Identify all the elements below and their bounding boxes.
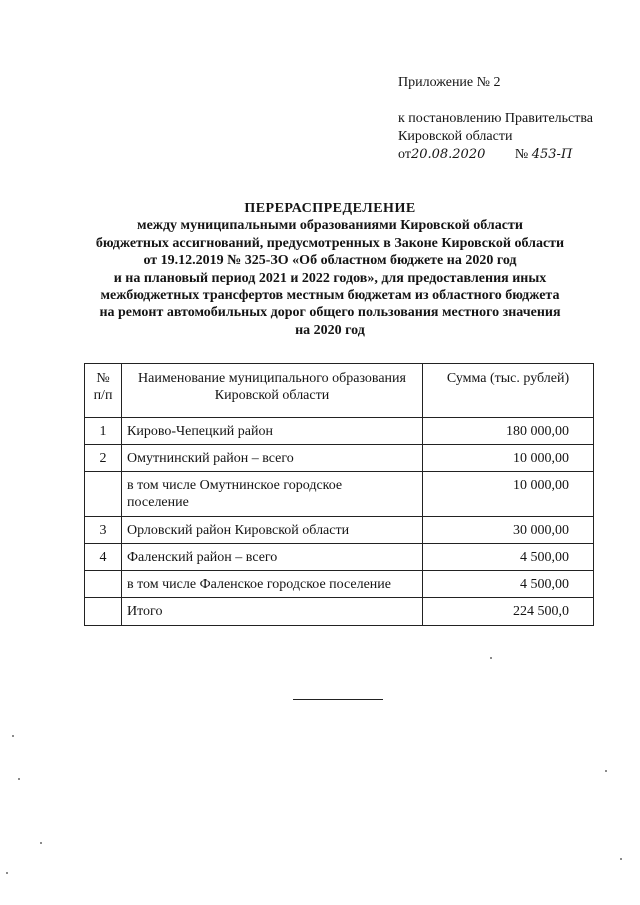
distribution-table [84,363,594,626]
row-num [85,571,122,598]
table-row [85,571,594,598]
signature-separator-line [293,699,383,700]
row-sum: 180 000,00 [423,418,594,445]
title-line: межбюджетных трансфертов местным бюджетам из областного бюджета [100,288,560,304]
row-name: Омутнинский район – всего [122,445,423,472]
row-name: в том числе Фаленское городское поселение [122,571,423,598]
document-title [70,200,590,339]
row-num: 4 [85,544,122,571]
row-sum: 10 000,00 [423,445,594,472]
date-prefix: от [398,147,411,162]
header-num-line2: п/п [93,388,113,403]
scan-speck [18,778,20,780]
handwritten-number: 453-П [531,147,573,162]
header-num [85,364,122,418]
row-name: Итого [122,598,423,626]
scan-speck [40,842,42,844]
handwritten-date: 20.08.2020 [410,147,486,162]
row-sum: 224 500,0 [423,598,594,626]
table-row [85,517,594,544]
row-num: 3 [85,517,122,544]
row-sum: 4 500,00 [423,544,594,571]
row-num [85,598,122,626]
title-line: бюджетных ассигнований, предусмотренных в Законе Кировской области [95,235,565,251]
appendix-header [398,74,593,164]
row-num: 1 [85,418,122,445]
header-sum [423,364,594,418]
row-num [85,472,122,517]
row-name-line2: поселение [127,495,189,510]
row-sum: 10 000,00 [423,472,594,517]
scan-speck [620,858,622,860]
table-row [85,445,594,472]
row-sum: 30 000,00 [423,517,594,544]
scan-speck [6,872,8,874]
row-num: 2 [85,445,122,472]
decree-line-2: Кировской области [398,129,513,144]
table-row [85,472,594,517]
table-header-row [85,364,594,418]
title-main: ПЕРЕРАСПРЕДЕЛЕНИЕ [244,201,416,216]
decree-line-1: к постановлению Правительства [398,111,594,126]
header-sum-text: Сумма (тыс. рублей) [446,371,570,386]
table-row [85,544,594,571]
header-num-line1: № [96,371,110,386]
decree-date-line [398,146,593,164]
row-sum: 4 500,00 [423,571,594,598]
row-name: Фаленский район – всего [122,544,423,571]
table-row [85,418,594,445]
header-name-line2: Кировской области [214,388,330,403]
appendix-number: Приложение № 2 [398,75,501,90]
title-line: от 19.12.2019 № 325-ЗО «Об областном бюджете на 2020 год [143,253,517,269]
number-prefix: № [514,147,529,162]
row-name [122,472,423,517]
scan-speck [605,770,607,772]
header-name-line1: Наименование муниципального образования [138,371,406,386]
title-line: между муниципальными образованиями Кировской области [137,218,523,234]
title-line: на 2020 год [295,322,365,338]
title-line: на ремонт автомобильных дорог общего пользования местного значения [99,305,561,321]
scan-speck [12,735,14,737]
table-total-row [85,598,594,626]
title-line: и на плановый период 2021 и 2022 годов», для предоставления иных [113,270,547,286]
header-name [122,364,423,418]
row-name-line1: в том числе Омутнинское городское [127,478,343,493]
scan-speck [490,657,492,659]
row-name: Орловский район Кировской области [122,517,423,544]
row-name: Кирово-Чепецкий район [122,418,423,445]
